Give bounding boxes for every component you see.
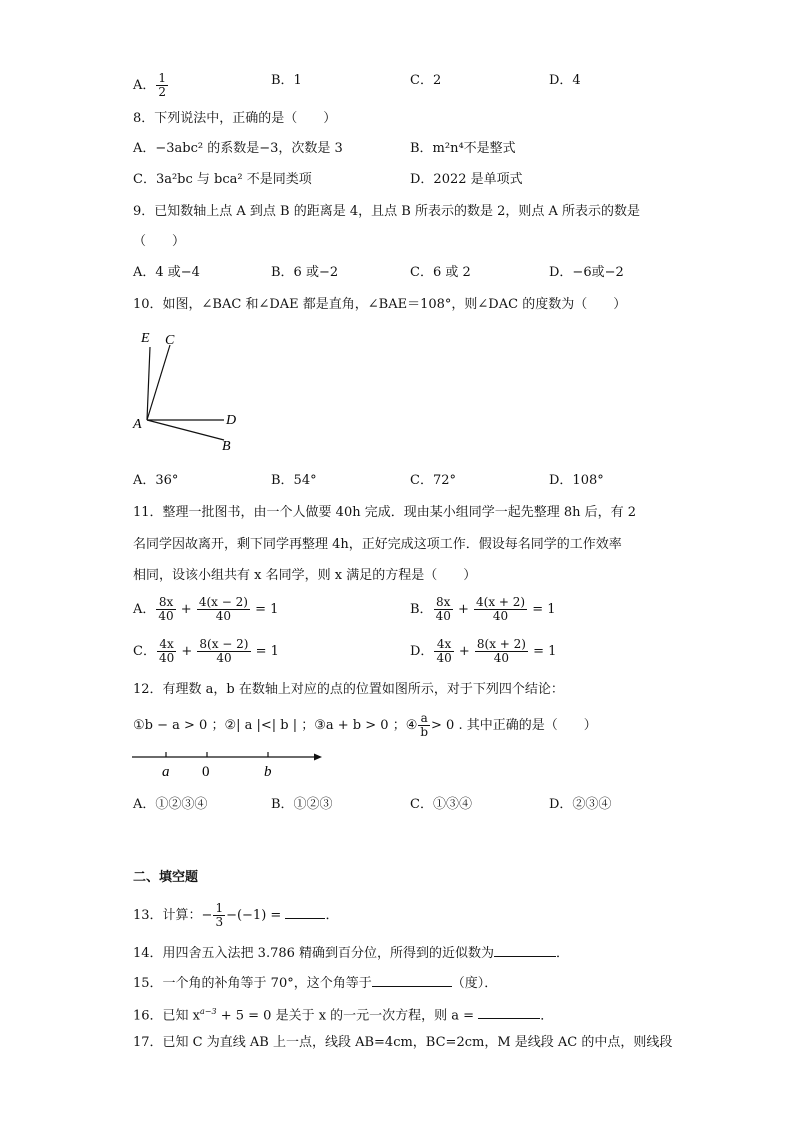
q10-option-a: A．36°: [133, 473, 179, 488]
q17: 17．已知 C 为直线 AB 上一点，线段 AB=4cm，BC=2cm，M 是线段 AC 的中点，则线段: [133, 1035, 673, 1050]
q14: 14．用四舍五入法把 3.786 精确到百分位，所得到的近似数为 ．: [133, 942, 569, 963]
q12-option-b: B．①②③: [271, 797, 333, 812]
q16: 16．已知 $x^{a-3} + 5 = 0$ 是关于 x 的一元一次方程，则 a = ．: [133, 1003, 553, 1025]
q10-option-d: D．108°: [549, 473, 604, 488]
section-title: 二、填空题: [133, 870, 199, 885]
q8-option-c: C．3a²bc 与 bca² 不是同类项: [133, 172, 312, 187]
q9-option-c: C．6 或 2: [410, 265, 471, 280]
q11-line3: 相同，设该小组共有 x 名同学，则 x 满足的方程是（ ）: [133, 568, 477, 583]
q9-option-b: B．6 或−2: [271, 265, 339, 280]
axis-label-b: b: [264, 764, 272, 780]
q9-option-a: A．4 或−4: [133, 265, 200, 280]
q7-option-a: A． $\frac{1}{2}$: [133, 71, 167, 99]
q11-line1: 11．整理一批图书，由一个人做要 40h 完成．现由某小组同学一起先整理 8h 后，有 2: [133, 505, 637, 520]
axis-label-a: a: [162, 764, 170, 780]
label-e: E: [141, 331, 150, 346]
q13: 13．计算：− $\frac{1}{3}$ −(−1) = ．: [133, 901, 339, 929]
q8-option-a: A．−3abc² 的系数是−3，次数是 3: [133, 141, 343, 156]
q8-option-d: D．2022 是单项式: [410, 172, 523, 187]
q7-a-fraction: $\frac{1}{2}$: [158, 71, 167, 99]
axis-label-zero: 0: [202, 764, 210, 780]
q7-option-c: C．2: [410, 73, 442, 88]
q10-angle-figure: [128, 325, 258, 455]
q10-option-c: C．72°: [410, 473, 456, 488]
q12-option-a: A．①②③④: [133, 797, 208, 812]
q9-stem: 9．已知数轴上点 A 到点 B 的距离是 4，且点 B 所表示的数是 2，则点 A 所表示的数是: [133, 204, 641, 219]
label-d: D: [226, 413, 237, 428]
q15-answer-blank[interactable]: [372, 972, 452, 987]
q9-option-d: D．−6或−2: [549, 265, 624, 280]
q14-answer-blank[interactable]: [494, 942, 556, 957]
q8-stem: 8．下列说法中，正确的是（ ）: [133, 111, 337, 126]
q8-option-b: B．m²n⁴不是整式: [410, 141, 516, 156]
q12-stem: 12．有理数 a，b 在数轴上对应的点的位置如图所示，对于下列四个结论：: [133, 682, 564, 697]
label-c: C: [165, 333, 175, 348]
q11-option-a: A． $\frac{8x}{40}$ + $\frac{4(x - 2)}{40}$ = 1: [133, 595, 279, 623]
q15: 15．一个角的补角等于 70°，这个角等于 （度）．: [133, 972, 497, 993]
q12-option-c: C．①③④: [410, 797, 472, 812]
label-b: B: [222, 439, 231, 454]
q11-option-c: C． $\frac{4x}{40}$ + $\frac{8(x - 2)}{40}$ = 1: [133, 637, 279, 665]
q7-option-d: D．4: [549, 73, 581, 88]
q12-option-d: D．②③④: [549, 797, 612, 812]
q13-answer-blank[interactable]: [285, 904, 325, 919]
q11-option-d: D． $\frac{4x}{40}$ + $\frac{8(x + 2)}{40}$ = 1: [410, 637, 557, 665]
q7-option-b: B．1: [271, 73, 302, 88]
q9-stem-bracket: （ ）: [133, 234, 186, 249]
q12-number-line: [130, 745, 330, 785]
q11-line2: 名同学因故离开，剩下同学再整理 4h，正好完成这项工作．假设每名同学的工作效率: [133, 537, 622, 552]
label-a: A: [133, 417, 142, 432]
q11-option-b: B． $\frac{8x}{40}$ + $\frac{4(x + 2)}{40}$ = 1: [410, 595, 556, 623]
q16-answer-blank[interactable]: [478, 1004, 540, 1019]
q12-conclusions: ①b − a > 0 ；②| a |<| b | ；③a + b > 0 ；④ $\frac{a}{b}$ > 0 . 其中正确的是（ ）: [133, 711, 597, 739]
q10-stem: 10．如图，∠BAC 和∠DAE 都是直角，∠BAE＝108°，则∠DAC 的度数为（ ）: [133, 297, 627, 312]
q12-a-over-b: $\frac{a}{b}$: [420, 711, 429, 739]
q10-option-b: B．54°: [271, 473, 317, 488]
